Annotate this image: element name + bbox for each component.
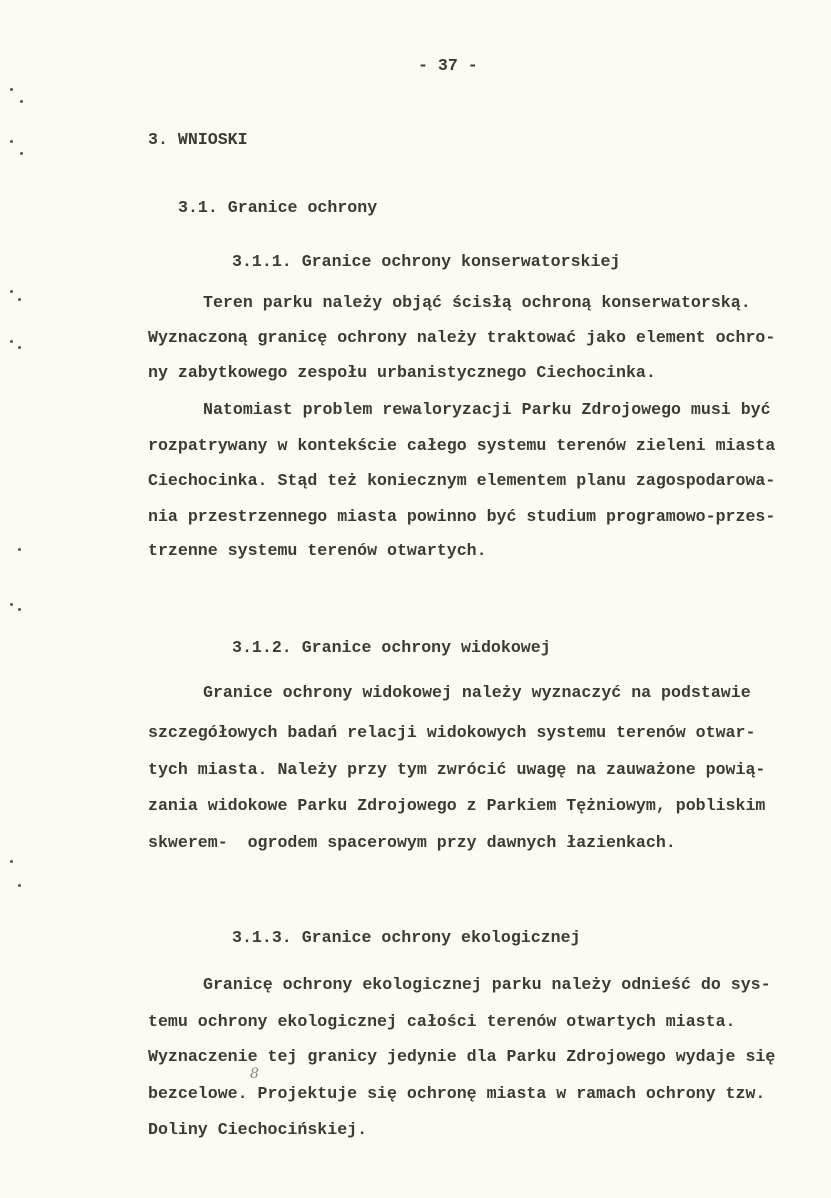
paragraph-line: Granice ochrony widokowej należy wyznaczyć na podstawie (203, 683, 751, 702)
punch-hole-mark (10, 140, 13, 143)
handwritten-annotation: 8 (250, 1066, 259, 1082)
paragraph-line: temu ochrony ekologicznej całości terenów otwartych miasta. (148, 1012, 736, 1031)
paragraph-line: Wyznaczenie tej granicy jedynie dla Parku Zdrojowego wydaje się (148, 1047, 776, 1066)
punch-hole-mark (18, 884, 21, 887)
punch-hole-mark (18, 548, 21, 551)
subsection-2-title: 3.1.2. Granice ochrony widokowej (232, 638, 551, 657)
punch-hole-mark (18, 608, 21, 611)
punch-hole-mark (18, 346, 21, 349)
paragraph-line: ny zabytkowego zespołu urbanistycznego Ciechocinka. (148, 363, 656, 382)
punch-hole-mark (18, 298, 21, 301)
punch-hole-mark (10, 290, 13, 293)
section-heading: 3.1. Granice ochrony (178, 198, 378, 217)
paragraph-line: zania widokowe Parku Zdrojowego z Parkiem Tężniowym, pobliskim (148, 796, 766, 815)
paragraph-line: trzenne systemu terenów otwartych. (148, 541, 487, 560)
punch-hole-mark (10, 603, 13, 606)
punch-hole-mark (10, 340, 13, 343)
paragraph-line: Doliny Ciechocińskiej. (148, 1120, 368, 1139)
subsection-1-title: 3.1.1. Granice ochrony konserwatorskiej (232, 252, 621, 271)
punch-hole-mark (10, 860, 13, 863)
punch-hole-mark (20, 152, 23, 155)
paragraph-line: tych miasta. Należy przy tym zwrócić uwagę na zauważone powią- (148, 760, 766, 779)
paragraph-line: Wyznaczoną granicę ochrony należy traktować jako element ochro- (148, 328, 776, 347)
paragraph-line: Teren parku należy objąć ścisłą ochroną konserwatorską. (203, 293, 751, 312)
punch-hole-mark (10, 88, 13, 91)
paragraph-line: nia przestrzennego miasta powinno być studium programowo-przes- (148, 507, 776, 526)
paragraph-line: szczegółowych badań relacji widokowych systemu terenów otwar- (148, 723, 756, 742)
page-number: - 37 - (418, 56, 478, 75)
punch-hole-mark (20, 100, 23, 103)
paragraph-line: bezcelowe. Projektuje się ochronę miasta w ramach ochrony tzw. (148, 1084, 766, 1103)
subsection-3-title: 3.1.3. Granice ochrony ekologicznej (232, 928, 581, 947)
chapter-heading: 3. WNIOSKI (148, 130, 248, 149)
paragraph-line: rozpatrywany w kontekście całego systemu terenów zieleni miasta (148, 436, 776, 455)
paragraph-line: skwerem- ogrodem spacerowym przy dawnych łazienkach. (148, 833, 676, 852)
paragraph-line: Natomiast problem rewaloryzacji Parku Zdrojowego musi być (203, 400, 771, 419)
paragraph-line: Ciechocinka. Stąd też koniecznym elementem planu zagospodarowa- (148, 471, 776, 490)
paragraph-line: Granicę ochrony ekologicznej parku należy odnieść do sys- (203, 975, 771, 994)
